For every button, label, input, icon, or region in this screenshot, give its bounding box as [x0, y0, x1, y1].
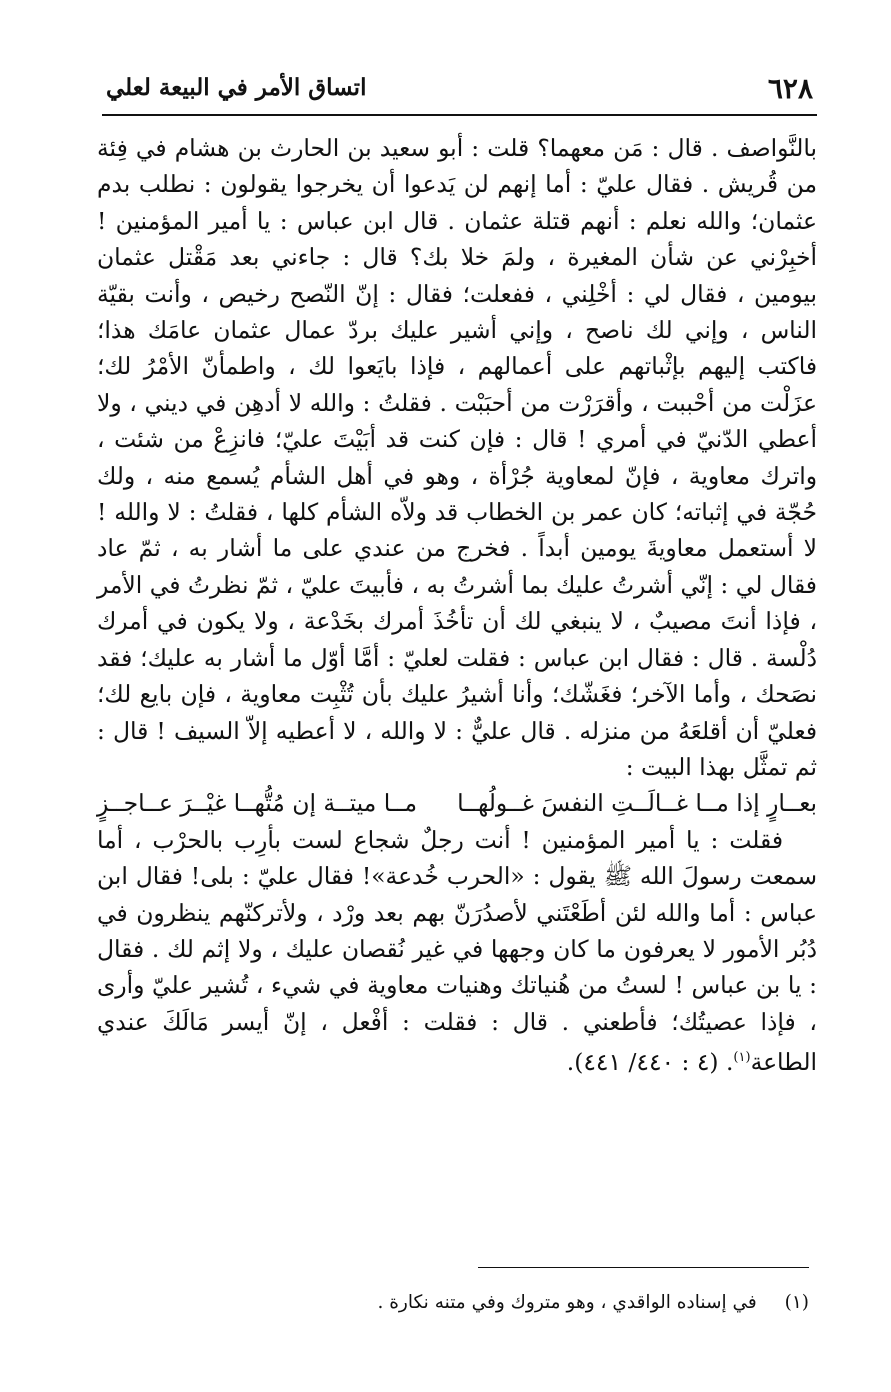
source-citation: . (٤ : ٤٤٠/ ٤٤١).	[566, 1047, 734, 1076]
main-text	[97, 130, 817, 1080]
footnote-divider	[478, 1267, 809, 1268]
footnote-reference[interactable]: (١)	[733, 1050, 751, 1066]
page-number: ٦٢٨	[767, 72, 813, 105]
footnote	[369, 1290, 809, 1316]
running-header	[102, 60, 817, 116]
paragraph-1: بالنَّواصف . قال : مَن معهما؟ قلت : أبو سعيد بن الحارث بن هشام في فِئة من قُريش . فقال عليّ : أما إنهم لن يَدعوا أن يخرجوا يقولون : نطلب بدم عثمان؛ والله نعلم : أنهم قتلة عثمان . قال ابن عباس : يا أمير المؤمنين ! أخبِرْني عن شأن المغيرة ، ولمَ خلا بك؟ قال : جاءني بعد مَقْتل عثمان بيومين ، فقال لي : أخْلِني ، ففعلت؛ فقال : إنّ النّصح رخيص ، وأنت بقيّة الناس ، وإني لك ناصح ، وإني أشير عليك بردّ عمال عثمان عامَك هذا؛ فاكتب إليهم بإثْباتهم على أعمالهم ، فإذا بايَعوا لك ، واطمأنّ الأمْرُ لك؛ عزَلْت من أحْببت ، وأقرَرْت من أحبَبْت . فقلتُ : والله لا أدهِن في ديني ، ولا أعطي الدّنيّ في أمري ! قال : فإن كنت قد أبَيْتَ عليّ؛ فانزِعْ من شئت ، واترك معاوية ، فإنّ لمعاوية جُرْأة ، وهو في أهل الشأم يُسمع منه ، ولك حُجّة في إثباته؛ كان عمر بن الخطاب قد ولاّه الشأم كلها ، فقلتُ : لا والله ! لا أستعمل معاويةَ يومين أبداً . فخرج من عندي على ما أشار به ، ثمّ عاد فقال لي : إنّي أشرتُ عليك بما أشرتُ به ، فأبيتَ عليّ ، ثمّ نظرتُ في الأمر ، فإذا أنتَ مصيبٌ ، لا ينبغي لك أن تأخُذَ أمرك بخَدْعة ، ولا يكون في أمرك دُلْسة . قال : فقال ابن عباس : فقلت لعليّ : أمَّا أوّل ما أشار به عليك؛ فقد نصَحك ، وأما الآخر؛ فغَشّك؛ وأنا أشيرُ عليك بأن تُثْبِت معاوية ، فإن بايع لك؛ فعليّ أن أقلعَهُ من منزله . قال عليٌّ : لا والله ، لا أعطيه إلاّ السيف ! قال : ثم تمثَّل بهذا البيت :	[97, 134, 817, 781]
poetry-verse	[97, 785, 817, 821]
paragraph-2	[97, 822, 817, 1081]
paragraph-2-text: فقلت : يا أمير المؤمنين ! أنت رجلٌ شجاع لست بأرِب بالحرْب ، أما سمعت رسولَ الله ﷺ يقول : «الحرب خُدعة»! فقال عليّ : بلى! فقال ابن عباس : أما والله لئن أطَعْتَني لأصدُرَنّ بهم بعد ورْد ، ولأتركنّهم ينظرون في دُبُر الأمور لا يعرفون ما كان وجهها في غير نُقصان عليك ، ولا إثم لك . فقال : يا بن عباس ! لستُ من هُنياتك وهنيات معاوية في شيء ، تُشير عليّ وأرى ، فإذا عصيتُك؛ فأطعني . قال : فقلت : أفْعل ، إنّ أيسر مَالَكَ عندي الطاعة	[97, 825, 817, 1076]
footnote-text: في إسناده الواقدي ، وهو متروك وفي متنه نكارة .	[377, 1292, 757, 1313]
verse-second-hemistich: بعــارٍ إذا مــا غــالَــتِ النفسَ غــولُهــا	[457, 789, 817, 818]
header-title: اتساق الأمر في البيعة لعلي	[106, 74, 367, 101]
footnote-marker: (١)	[784, 1292, 809, 1313]
verse-first-hemistich: مــا ميتــة إن مُتُّهــا غيْــرَ عــاجــزٍ	[97, 789, 418, 818]
